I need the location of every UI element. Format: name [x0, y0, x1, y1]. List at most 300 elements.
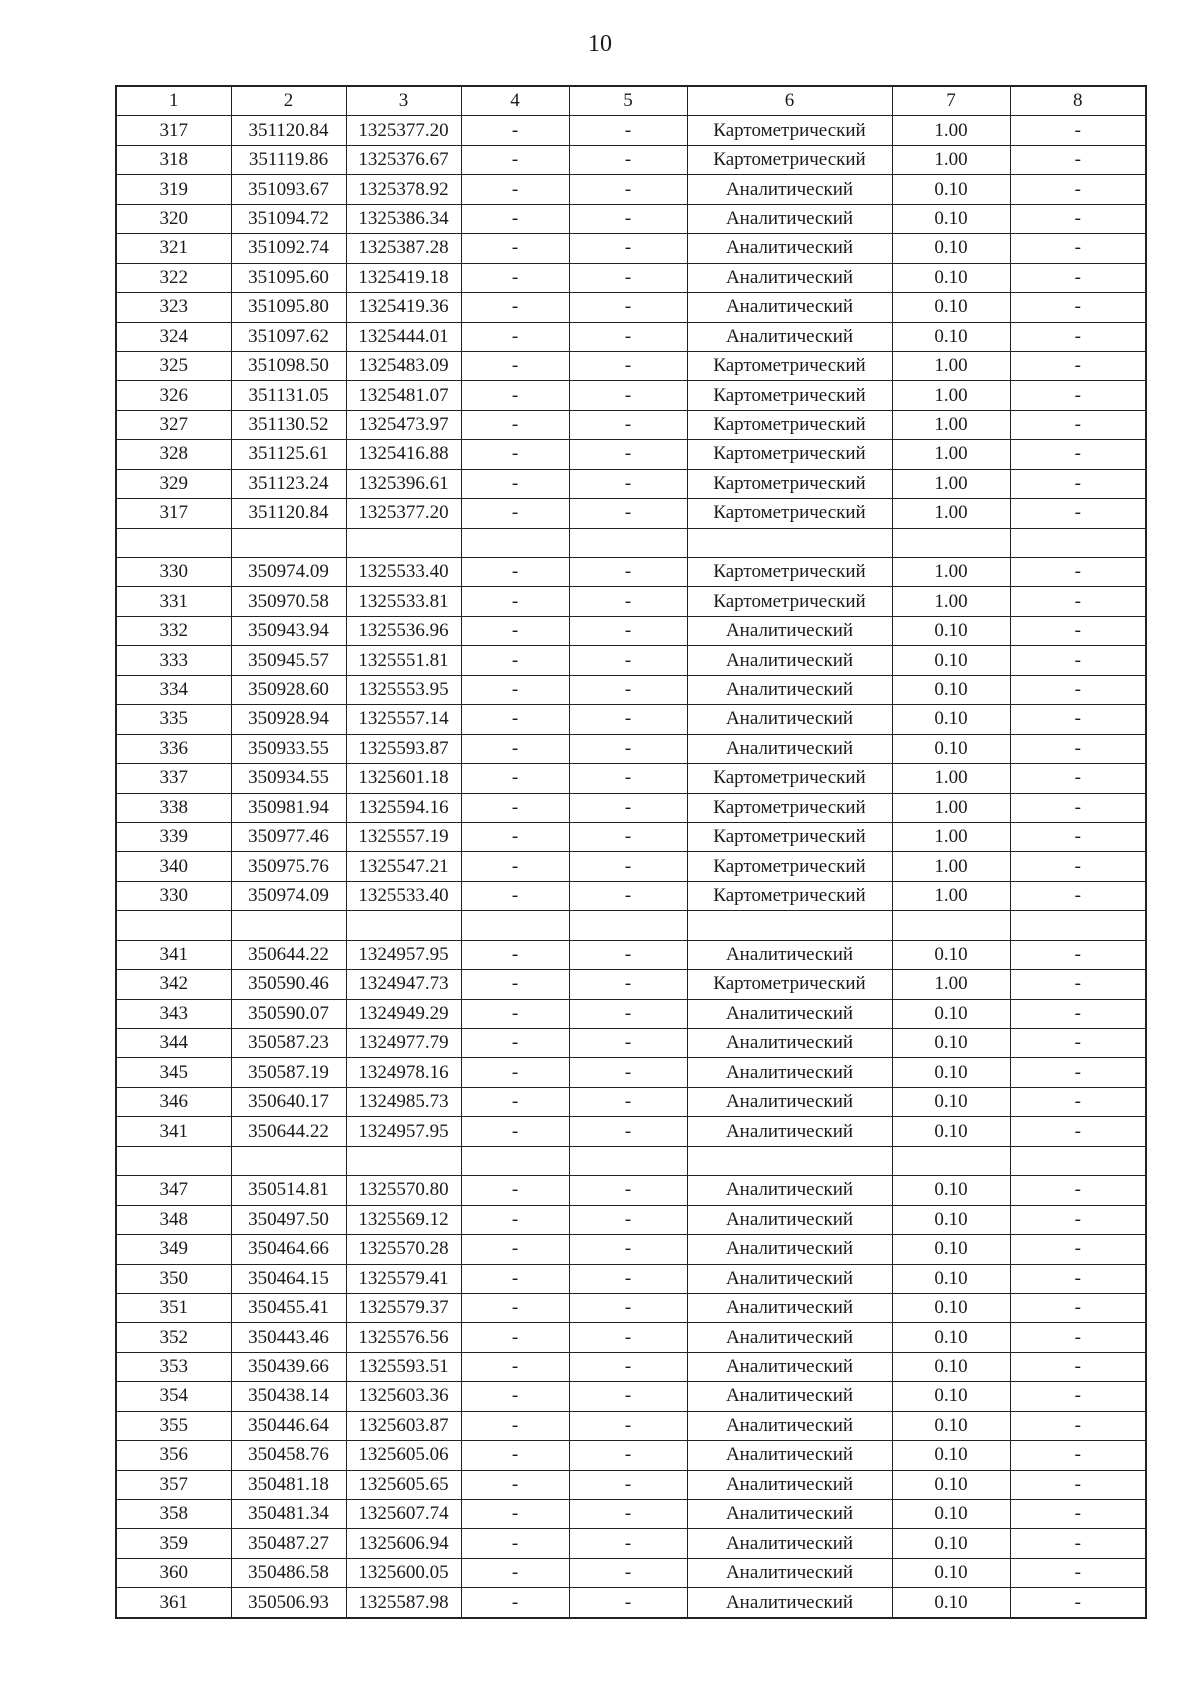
- table-cell: 321: [116, 234, 231, 263]
- table-cell: 1325547.21: [346, 852, 461, 881]
- table-cell: 331: [116, 587, 231, 616]
- table-cell: -: [1010, 1205, 1146, 1234]
- table-cell: -: [569, 852, 687, 881]
- table-row: [116, 1558, 1146, 1587]
- table-cell: 1325396.61: [346, 469, 461, 498]
- table-cell: -: [569, 1205, 687, 1234]
- table-cell: -: [1010, 293, 1146, 322]
- table-cell: -: [569, 1264, 687, 1293]
- table-cell: -: [569, 440, 687, 469]
- table-cell: 350934.55: [231, 764, 346, 793]
- table-cell: -: [461, 1470, 569, 1499]
- table-row: [116, 970, 1146, 999]
- table-cell: -: [1010, 381, 1146, 410]
- table-row: [116, 175, 1146, 204]
- table-cell: 350486.58: [231, 1558, 346, 1587]
- table-cell: 1325386.34: [346, 204, 461, 233]
- table-cell: 350945.57: [231, 646, 346, 675]
- table-cell: 1.00: [892, 410, 1010, 439]
- table-cell: -: [461, 1235, 569, 1264]
- table-cell: 329: [116, 469, 231, 498]
- table-cell: 1325377.20: [346, 116, 461, 145]
- table-cell: 1325378.92: [346, 175, 461, 204]
- table-cell: -: [461, 469, 569, 498]
- table-cell: 1.00: [892, 469, 1010, 498]
- table-row: [116, 499, 1146, 528]
- table-cell: [346, 1146, 461, 1175]
- table-cell: -: [461, 705, 569, 734]
- table-cell: -: [569, 970, 687, 999]
- table-cell: 0.10: [892, 1205, 1010, 1234]
- table-cell: 1325605.06: [346, 1441, 461, 1470]
- table-cell: Аналитический: [687, 1500, 892, 1529]
- table-cell: -: [1010, 1176, 1146, 1205]
- table-row: [116, 410, 1146, 439]
- table-cell: 1.00: [892, 440, 1010, 469]
- table-cell: 351094.72: [231, 204, 346, 233]
- table-cell: 325: [116, 351, 231, 380]
- table-cell: 340: [116, 852, 231, 881]
- table-cell: 1325557.14: [346, 705, 461, 734]
- table-cell: 0.10: [892, 293, 1010, 322]
- table-cell: -: [461, 1293, 569, 1322]
- table-cell: Аналитический: [687, 1117, 892, 1146]
- table-cell: [231, 1146, 346, 1175]
- table-cell: -: [569, 469, 687, 498]
- table-cell: 0.10: [892, 1293, 1010, 1322]
- table-cell: 358: [116, 1500, 231, 1529]
- table-cell: 361: [116, 1588, 231, 1618]
- table-cell: -: [1010, 1411, 1146, 1440]
- table-cell: 350928.60: [231, 675, 346, 704]
- table-cell: 0.10: [892, 1411, 1010, 1440]
- table-cell: -: [461, 234, 569, 263]
- table-cell: -: [1010, 587, 1146, 616]
- table-cell: Аналитический: [687, 1058, 892, 1087]
- table-cell: -: [569, 145, 687, 174]
- table-cell: -: [1010, 263, 1146, 292]
- table-row: [116, 1146, 1146, 1175]
- table-row: [116, 1235, 1146, 1264]
- table-row: [116, 1352, 1146, 1381]
- table-cell: 323: [116, 293, 231, 322]
- table-cell: Аналитический: [687, 705, 892, 734]
- table-cell: -: [569, 646, 687, 675]
- table-cell: 1325576.56: [346, 1323, 461, 1352]
- table-cell: 332: [116, 616, 231, 645]
- table-cell: -: [461, 440, 569, 469]
- table-cell: 1325387.28: [346, 234, 461, 263]
- table-cell: 1325551.81: [346, 646, 461, 675]
- table-cell: -: [461, 116, 569, 145]
- table-cell: 350: [116, 1264, 231, 1293]
- table-cell: -: [461, 822, 569, 851]
- table-row: [116, 1205, 1146, 1234]
- table-cell: Аналитический: [687, 234, 892, 263]
- table-cell: 0.10: [892, 322, 1010, 351]
- table-cell: 350458.76: [231, 1441, 346, 1470]
- coordinates-table: [115, 85, 1147, 1619]
- table-cell: 1325533.81: [346, 587, 461, 616]
- table-cell: Аналитический: [687, 1588, 892, 1618]
- table-cell: Аналитический: [687, 1529, 892, 1558]
- table-cell: [892, 1146, 1010, 1175]
- table-row: [116, 1411, 1146, 1440]
- table-cell: -: [1010, 1500, 1146, 1529]
- table-cell: 348: [116, 1205, 231, 1234]
- table-cell: 0.10: [892, 1588, 1010, 1618]
- table-cell: [116, 528, 231, 557]
- table-cell: -: [569, 1058, 687, 1087]
- table-cell: Картометрический: [687, 499, 892, 528]
- table-cell: -: [1010, 351, 1146, 380]
- table-cell: 347: [116, 1176, 231, 1205]
- table-cell: -: [1010, 793, 1146, 822]
- table-cell: 0.10: [892, 234, 1010, 263]
- table-cell: 350974.09: [231, 558, 346, 587]
- table-cell: -: [1010, 646, 1146, 675]
- table-cell: -: [569, 793, 687, 822]
- table-cell: -: [461, 351, 569, 380]
- table-cell: -: [1010, 1235, 1146, 1264]
- table-cell: -: [1010, 499, 1146, 528]
- table-cell: 1324947.73: [346, 970, 461, 999]
- table-cell: 351093.67: [231, 175, 346, 204]
- table-cell: -: [461, 175, 569, 204]
- table-cell: [687, 528, 892, 557]
- table-cell: -: [1010, 675, 1146, 704]
- table-cell: -: [461, 1588, 569, 1618]
- table-cell: -: [1010, 1087, 1146, 1116]
- table-cell: [116, 911, 231, 940]
- table-cell: -: [569, 351, 687, 380]
- table-cell: 1325419.36: [346, 293, 461, 322]
- table-cell: 1325605.65: [346, 1470, 461, 1499]
- table-cell: 350439.66: [231, 1352, 346, 1381]
- table-cell: Аналитический: [687, 1558, 892, 1587]
- table-cell: 0.10: [892, 1352, 1010, 1381]
- table-cell: [1010, 911, 1146, 940]
- table-row: [116, 646, 1146, 675]
- table-cell: -: [461, 1382, 569, 1411]
- table-cell: -: [461, 970, 569, 999]
- table-cell: -: [569, 1029, 687, 1058]
- table-cell: -: [461, 940, 569, 969]
- table-cell: -: [569, 263, 687, 292]
- table-cell: [1010, 1146, 1146, 1175]
- table-row: [116, 852, 1146, 881]
- table-cell: [892, 911, 1010, 940]
- table-cell: 359: [116, 1529, 231, 1558]
- table-cell: 350438.14: [231, 1382, 346, 1411]
- table-cell: -: [1010, 764, 1146, 793]
- table-row: [116, 440, 1146, 469]
- table-cell: 330: [116, 881, 231, 910]
- table-cell: Аналитический: [687, 1264, 892, 1293]
- column-header: 3: [346, 86, 461, 116]
- table-cell: -: [461, 852, 569, 881]
- table-cell: 1325600.05: [346, 1558, 461, 1587]
- table-cell: -: [569, 175, 687, 204]
- table-row: [116, 1176, 1146, 1205]
- table-cell: 0.10: [892, 940, 1010, 969]
- table-body: [116, 116, 1146, 1618]
- table-cell: 1.00: [892, 881, 1010, 910]
- table-cell: -: [1010, 175, 1146, 204]
- table-cell: -: [461, 322, 569, 351]
- table-cell: 0.10: [892, 1264, 1010, 1293]
- table-row: [116, 351, 1146, 380]
- table-cell: 350974.09: [231, 881, 346, 910]
- table-row: [116, 793, 1146, 822]
- table-cell: Аналитический: [687, 1029, 892, 1058]
- table-cell: -: [569, 1470, 687, 1499]
- table-cell: [231, 528, 346, 557]
- table-cell: -: [569, 940, 687, 969]
- table-cell: -: [569, 881, 687, 910]
- table-cell: 326: [116, 381, 231, 410]
- table-cell: 350644.22: [231, 940, 346, 969]
- table-cell: -: [569, 1382, 687, 1411]
- table-cell: -: [1010, 1382, 1146, 1411]
- table-cell: 350977.46: [231, 822, 346, 851]
- table-cell: -: [1010, 1441, 1146, 1470]
- table-row: [116, 293, 1146, 322]
- table-cell: 0.10: [892, 1235, 1010, 1264]
- table-cell: 338: [116, 793, 231, 822]
- table-cell: 320: [116, 204, 231, 233]
- table-cell: -: [569, 234, 687, 263]
- table-cell: -: [461, 734, 569, 763]
- table-cell: 351095.80: [231, 293, 346, 322]
- table-cell: 1324957.95: [346, 940, 461, 969]
- column-header: 1: [116, 86, 231, 116]
- table-cell: Аналитический: [687, 1323, 892, 1352]
- table-cell: -: [461, 381, 569, 410]
- table-cell: 0.10: [892, 646, 1010, 675]
- table-cell: 350644.22: [231, 1117, 346, 1146]
- table-cell: 1325377.20: [346, 499, 461, 528]
- table-cell: -: [569, 204, 687, 233]
- table-cell: -: [461, 204, 569, 233]
- table-cell: Картометрический: [687, 410, 892, 439]
- table-cell: -: [569, 1352, 687, 1381]
- table-cell: -: [1010, 1264, 1146, 1293]
- table-cell: -: [569, 675, 687, 704]
- table-cell: Аналитический: [687, 1087, 892, 1116]
- table-cell: -: [461, 616, 569, 645]
- table-row: [116, 822, 1146, 851]
- table-cell: -: [569, 381, 687, 410]
- table-cell: 0.10: [892, 616, 1010, 645]
- table-cell: -: [1010, 1352, 1146, 1381]
- table-cell: 1325419.18: [346, 263, 461, 292]
- table-cell: 337: [116, 764, 231, 793]
- table-cell: 351131.05: [231, 381, 346, 410]
- table-cell: Картометрический: [687, 881, 892, 910]
- table-cell: -: [461, 1411, 569, 1440]
- table-cell: 0.10: [892, 734, 1010, 763]
- table-cell: 350455.41: [231, 1293, 346, 1322]
- table-cell: [687, 1146, 892, 1175]
- table-cell: -: [461, 1058, 569, 1087]
- table-cell: -: [1010, 822, 1146, 851]
- column-header: 2: [231, 86, 346, 116]
- table-cell: 349: [116, 1235, 231, 1264]
- column-header: 6: [687, 86, 892, 116]
- table-cell: [569, 528, 687, 557]
- table-row: [116, 1058, 1146, 1087]
- table-cell: -: [1010, 469, 1146, 498]
- table-cell: [346, 911, 461, 940]
- table-cell: -: [1010, 1323, 1146, 1352]
- table-cell: -: [1010, 852, 1146, 881]
- table-cell: 319: [116, 175, 231, 204]
- table-cell: -: [569, 1323, 687, 1352]
- table-cell: Аналитический: [687, 1382, 892, 1411]
- table-cell: Аналитический: [687, 1176, 892, 1205]
- table-cell: -: [569, 558, 687, 587]
- table-cell: -: [1010, 1058, 1146, 1087]
- table-cell: Аналитический: [687, 1293, 892, 1322]
- table-cell: -: [1010, 1029, 1146, 1058]
- table-cell: 355: [116, 1411, 231, 1440]
- table-cell: Аналитический: [687, 204, 892, 233]
- table-cell: -: [569, 734, 687, 763]
- table-cell: [116, 1146, 231, 1175]
- table-cell: 0.10: [892, 999, 1010, 1028]
- table-cell: 342: [116, 970, 231, 999]
- table-cell: 1.00: [892, 852, 1010, 881]
- table-cell: 318: [116, 145, 231, 174]
- table-row: [116, 234, 1146, 263]
- table-cell: Картометрический: [687, 469, 892, 498]
- table-row: [116, 675, 1146, 704]
- table-cell: -: [461, 675, 569, 704]
- table-cell: 1325481.07: [346, 381, 461, 410]
- table-cell: 328: [116, 440, 231, 469]
- table-cell: -: [461, 293, 569, 322]
- table-cell: 0.10: [892, 1323, 1010, 1352]
- table-cell: -: [569, 1411, 687, 1440]
- table-row: [116, 881, 1146, 910]
- table-cell: Картометрический: [687, 351, 892, 380]
- table-cell: 1325557.19: [346, 822, 461, 851]
- table-row: [116, 1529, 1146, 1558]
- table-cell: [687, 911, 892, 940]
- table-cell: [346, 528, 461, 557]
- table-cell: 1.00: [892, 558, 1010, 587]
- table-row: [116, 322, 1146, 351]
- table-cell: 345: [116, 1058, 231, 1087]
- table-cell: [461, 528, 569, 557]
- table-cell: 0.10: [892, 175, 1010, 204]
- table-row: [116, 940, 1146, 969]
- table-cell: 1.00: [892, 822, 1010, 851]
- table-cell: 360: [116, 1558, 231, 1587]
- table-cell: -: [461, 793, 569, 822]
- table-cell: -: [569, 499, 687, 528]
- table-cell: 351120.84: [231, 499, 346, 528]
- table-cell: [461, 911, 569, 940]
- table-cell: 1325570.80: [346, 1176, 461, 1205]
- table-row: [116, 469, 1146, 498]
- table-cell: Картометрический: [687, 116, 892, 145]
- table-cell: -: [461, 499, 569, 528]
- table-cell: 0.10: [892, 1441, 1010, 1470]
- column-header: 5: [569, 86, 687, 116]
- table-cell: 322: [116, 263, 231, 292]
- table-row: [116, 1588, 1146, 1618]
- table-row: [116, 558, 1146, 587]
- table-cell: 0.10: [892, 1529, 1010, 1558]
- table-cell: 1325444.01: [346, 322, 461, 351]
- table-cell: -: [569, 116, 687, 145]
- table-cell: 356: [116, 1441, 231, 1470]
- table-cell: Аналитический: [687, 1441, 892, 1470]
- table-cell: -: [1010, 940, 1146, 969]
- table-cell: -: [461, 1264, 569, 1293]
- table-cell: Картометрический: [687, 970, 892, 999]
- table-cell: -: [569, 322, 687, 351]
- table-cell: -: [461, 1176, 569, 1205]
- table-cell: -: [569, 1293, 687, 1322]
- table-cell: Аналитический: [687, 1352, 892, 1381]
- table-cell: Аналитический: [687, 1411, 892, 1440]
- table-row: [116, 381, 1146, 410]
- table-cell: Аналитический: [687, 175, 892, 204]
- table-row: [116, 1087, 1146, 1116]
- table-cell: 350981.94: [231, 793, 346, 822]
- table-cell: 350590.46: [231, 970, 346, 999]
- table-cell: 0.10: [892, 1117, 1010, 1146]
- table-cell: Аналитический: [687, 1235, 892, 1264]
- table-cell: 1325570.28: [346, 1235, 461, 1264]
- table-cell: 1325553.95: [346, 675, 461, 704]
- table-cell: 1325579.41: [346, 1264, 461, 1293]
- table-cell: -: [1010, 322, 1146, 351]
- table-cell: -: [1010, 1470, 1146, 1499]
- table-cell: 1325473.97: [346, 410, 461, 439]
- table-cell: 336: [116, 734, 231, 763]
- table-cell: 1324985.73: [346, 1087, 461, 1116]
- table-cell: 0.10: [892, 1470, 1010, 1499]
- table-cell: Аналитический: [687, 999, 892, 1028]
- column-header: 4: [461, 86, 569, 116]
- table-cell: 353: [116, 1352, 231, 1381]
- table-cell: -: [569, 1235, 687, 1264]
- table-cell: 350506.93: [231, 1588, 346, 1618]
- table-row: [116, 1470, 1146, 1499]
- table-cell: 333: [116, 646, 231, 675]
- table-cell: [892, 528, 1010, 557]
- table-cell: 1325587.98: [346, 1588, 461, 1618]
- table-cell: -: [569, 705, 687, 734]
- table-row: [116, 1264, 1146, 1293]
- table-cell: Картометрический: [687, 558, 892, 587]
- table-cell: -: [461, 1352, 569, 1381]
- table-cell: 1324978.16: [346, 1058, 461, 1087]
- table-cell: Картометрический: [687, 440, 892, 469]
- table-cell: 1324977.79: [346, 1029, 461, 1058]
- table-cell: 317: [116, 116, 231, 145]
- table-cell: 350443.46: [231, 1323, 346, 1352]
- table-cell: 1325607.74: [346, 1500, 461, 1529]
- table-row: [116, 116, 1146, 145]
- table-row: [116, 911, 1146, 940]
- table-cell: 1325569.12: [346, 1205, 461, 1234]
- table-cell: 0.10: [892, 1176, 1010, 1205]
